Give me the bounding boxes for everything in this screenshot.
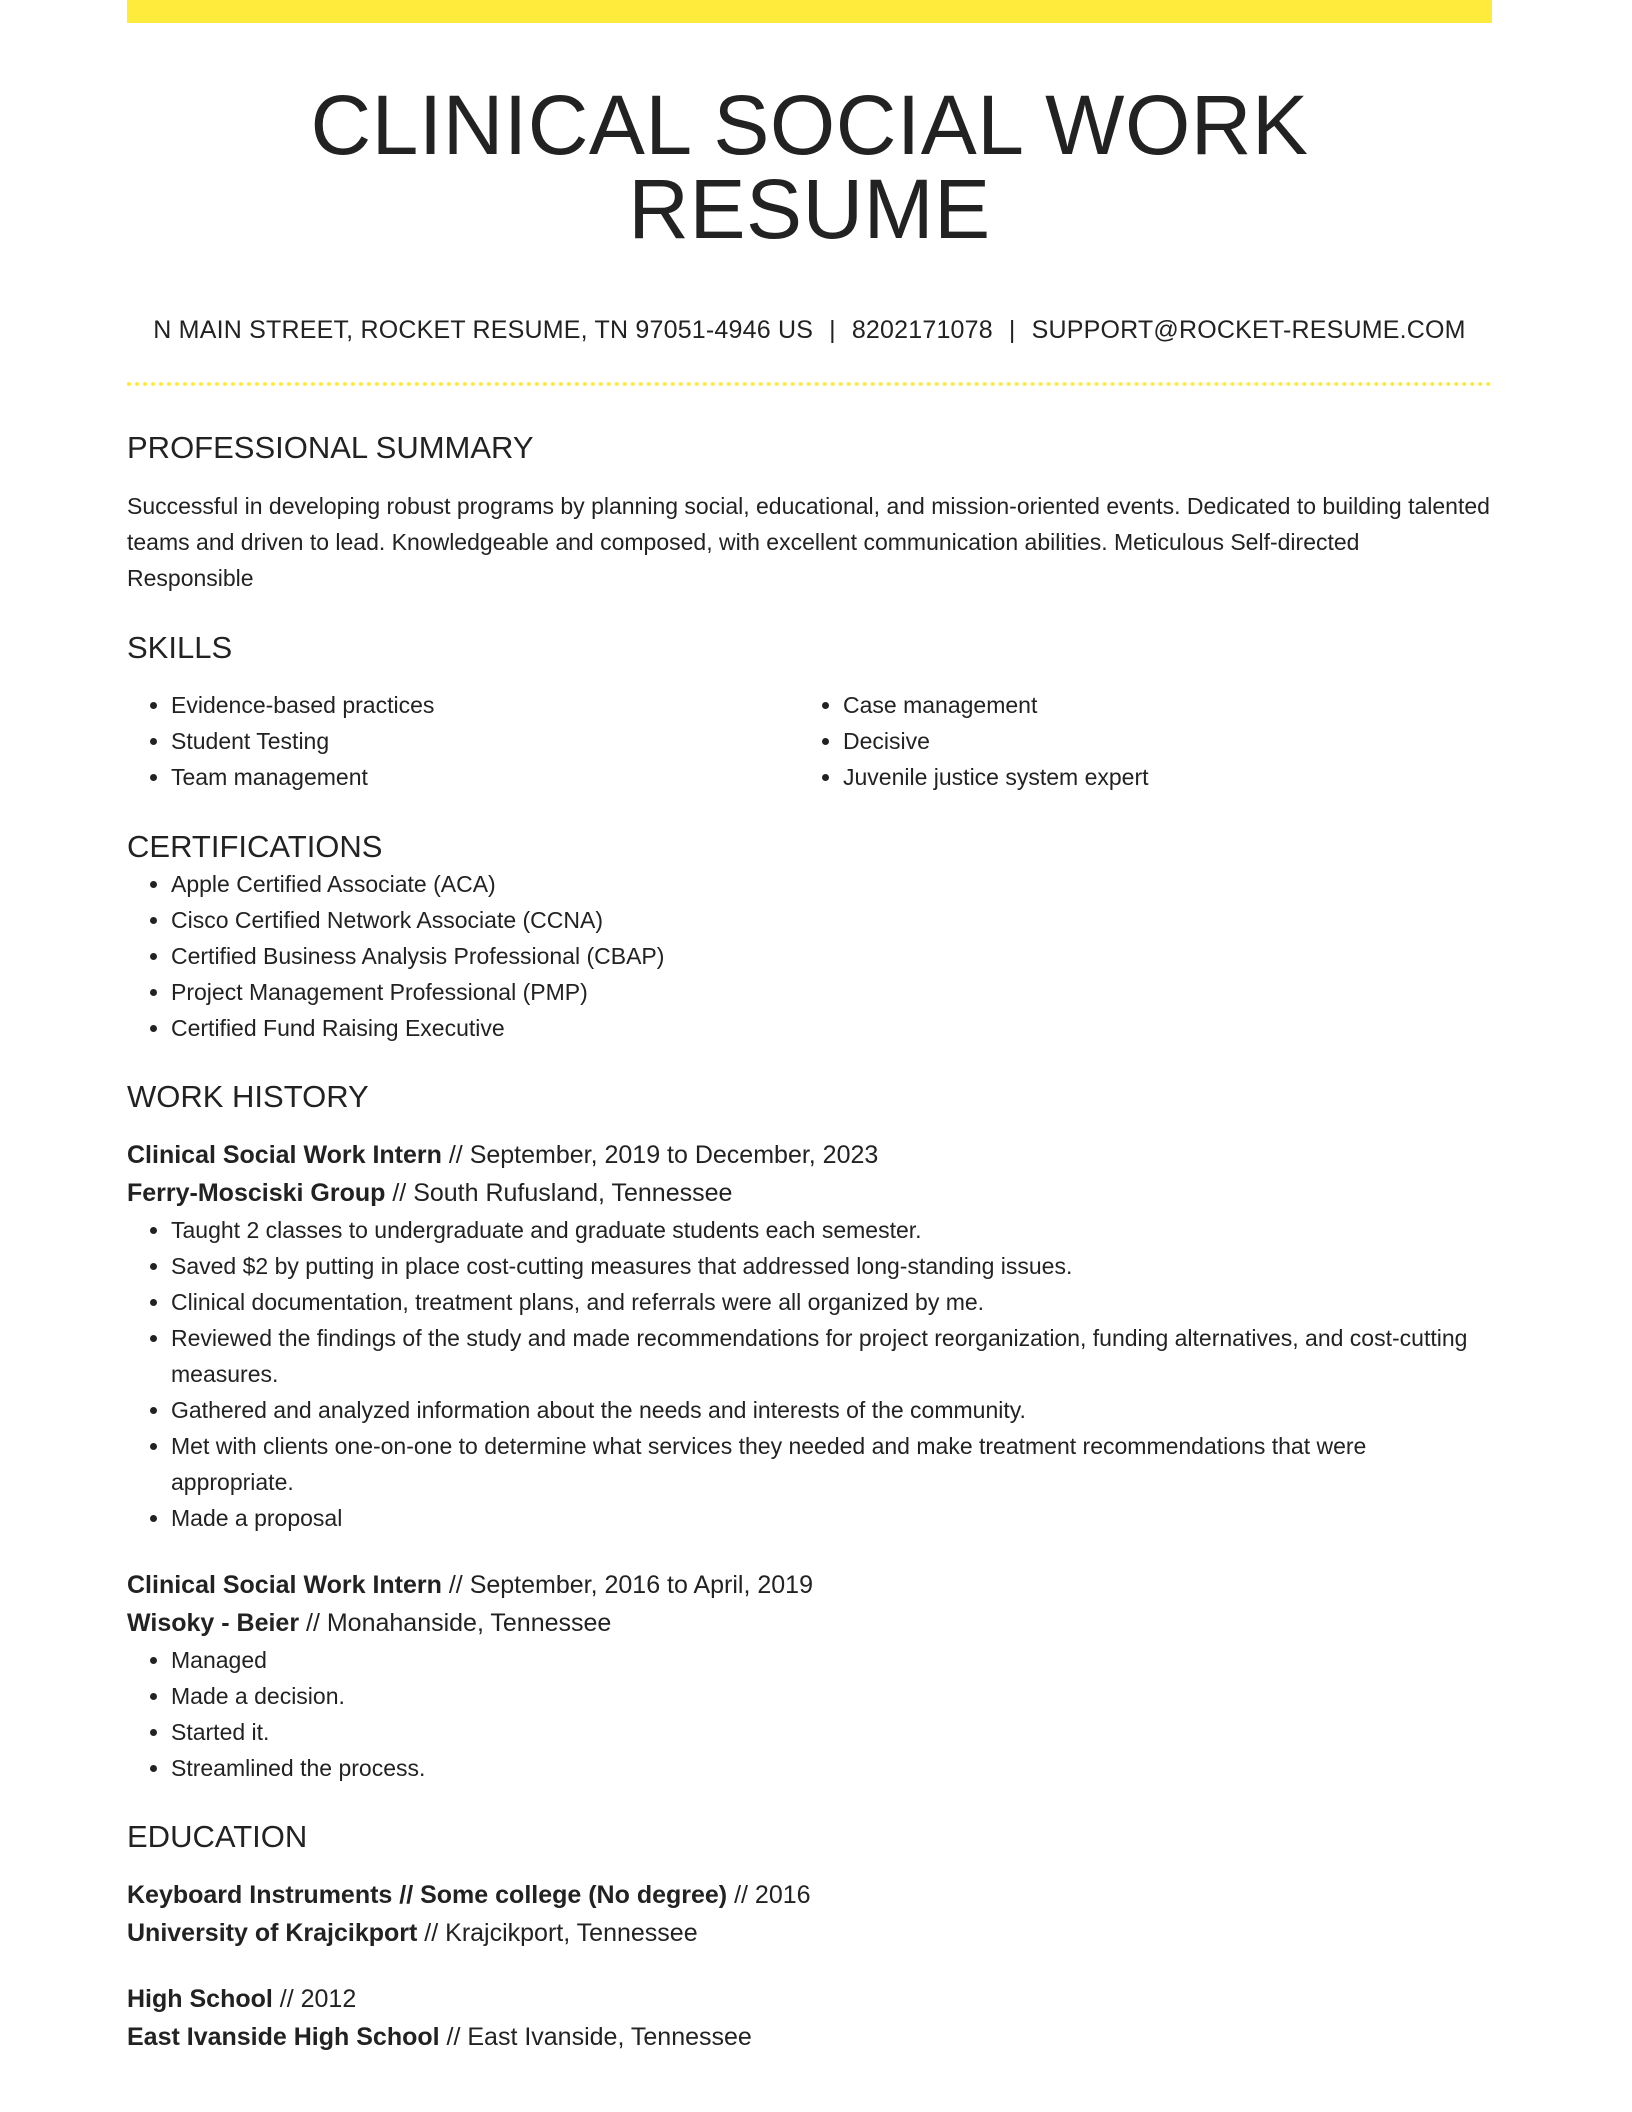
education-entry <box>127 1980 1492 2056</box>
job-role: Clinical Social Work Intern <box>127 1140 442 1169</box>
skills-right-list <box>799 687 1471 795</box>
contact-phone[interactable]: 8202171078 <box>851 316 993 344</box>
job-duty: • Streamlined the process. <box>171 1750 1492 1786</box>
education-location: // Krajcikport, Tennessee <box>417 1918 698 1947</box>
certification-item: • Certified Fund Raising Executive <box>171 1010 1492 1046</box>
job-entry <box>127 1136 1492 1536</box>
job-duties-list <box>127 1212 1492 1536</box>
education-degree: Keyboard Instruments // Some college (No degree) <box>127 1880 728 1909</box>
skill-item: • Juvenile justice system expert <box>843 759 1471 795</box>
job-location: // South Rufusland, Tennessee <box>385 1178 733 1207</box>
contact-separator: | <box>829 316 836 344</box>
skills-section <box>127 629 1492 795</box>
job-duty: • Gathered and analyzed information about the needs and interests of the community. <box>171 1392 1492 1428</box>
skills-heading: SKILLS <box>127 630 233 666</box>
certification-item: • Cisco Certified Network Associate (CCNA) <box>171 902 1492 938</box>
job-duty: • Made a decision. <box>171 1678 1492 1714</box>
job-role-line <box>127 1136 1492 1174</box>
skill-item: • Decisive <box>843 723 1471 759</box>
skills-grid <box>127 687 1492 795</box>
certifications-list <box>127 866 1492 1046</box>
job-duty: • Managed <box>171 1642 1492 1678</box>
education-school-line <box>127 2018 1492 2056</box>
education-entry <box>127 1876 1492 1952</box>
job-dates: // September, 2016 to April, 2019 <box>441 1570 813 1599</box>
education-section <box>127 1818 1492 2056</box>
certifications-heading: CERTIFICATIONS <box>127 829 383 865</box>
certification-item: • Apple Certified Associate (ACA) <box>171 866 1492 902</box>
certification-item: • Certified Business Analysis Professional (CBAP) <box>171 938 1492 974</box>
skill-item: • Team management <box>171 759 799 795</box>
job-role-line <box>127 1566 1492 1604</box>
education-degree: High School <box>127 1984 273 2013</box>
certification-item: • Project Management Professional (PMP) <box>171 974 1492 1010</box>
job-dates: // September, 2019 to December, 2023 <box>441 1140 879 1169</box>
education-school: East Ivanside High School <box>127 2022 440 2051</box>
contact-separator: | <box>1008 316 1016 344</box>
job-duty: • Clinical documentation, treatment plans, and referrals were all organized by me. <box>171 1284 1492 1320</box>
skills-left-list <box>127 687 799 795</box>
job-duties-list <box>127 1642 1492 1786</box>
job-entry <box>127 1566 1492 1786</box>
job-duty: • Met with clients one-on-one to determine what services they needed and make treatment recommendations that were appropriate. <box>171 1428 1492 1500</box>
education-heading: EDUCATION <box>127 1818 308 1854</box>
skill-item: • Student Testing <box>171 723 799 759</box>
skill-item: • Case management <box>843 687 1471 723</box>
skill-item: • Evidence-based practices <box>171 687 799 723</box>
work-history-heading: WORK HISTORY <box>127 1078 369 1114</box>
education-school-line <box>127 1914 1492 1952</box>
job-company: Ferry-Mosciski Group <box>127 1178 386 1207</box>
education-degree-line <box>127 1876 1492 1914</box>
summary-text: Successful in developing robust programs by planning social, educational, and mission-oriented events. Dedicated to building talented teams and driven to lead. Knowledgeable and composed, with excellent communication abilities. Meticulous Self-directed Responsible <box>127 493 1490 592</box>
certifications-section <box>127 828 1492 1045</box>
top-accent-bar <box>127 0 1492 23</box>
job-duty: • Taught 2 classes to undergraduate and graduate students each semester. <box>171 1212 1492 1248</box>
contact-email[interactable]: SUPPORT@ROCKET-RESUME.COM <box>1031 316 1466 344</box>
job-company-line <box>127 1604 1492 1642</box>
resume-title: CLINICAL SOCIAL WORK RESUME <box>310 78 1309 256</box>
job-location: // Monahanside, Tennessee <box>299 1608 612 1637</box>
job-duty: • Started it. <box>171 1714 1492 1750</box>
dotted-divider <box>127 382 1492 386</box>
education-year: // 2016 <box>727 1880 811 1909</box>
education-location: // East Ivanside, Tennessee <box>439 2022 752 2051</box>
education-year: // 2012 <box>272 1984 357 2013</box>
resume-page <box>127 0 1492 2056</box>
contact-address: N MAIN STREET, ROCKET RESUME, TN 97051-4946 US <box>153 316 814 344</box>
job-duty: • Made a proposal <box>171 1500 1492 1536</box>
job-role: Clinical Social Work Intern <box>127 1570 442 1599</box>
job-company: Wisoky - Beier <box>127 1608 300 1637</box>
education-school: University of Krajcikport <box>127 1918 418 1947</box>
job-company-line <box>127 1174 1492 1212</box>
summary-heading: PROFESSIONAL SUMMARY <box>127 430 534 465</box>
job-duty: • Saved $2 by putting in place cost-cutting measures that addressed long-standing issues. <box>171 1248 1492 1284</box>
education-degree-line <box>127 1980 1492 2018</box>
summary-section <box>127 429 1492 596</box>
work-history-section <box>127 1078 1492 1786</box>
contact-line <box>127 315 1492 345</box>
job-duty: • Reviewed the findings of the study and made recommendations for project reorganization, funding alternatives, and cost-cutting measures. <box>171 1320 1492 1392</box>
